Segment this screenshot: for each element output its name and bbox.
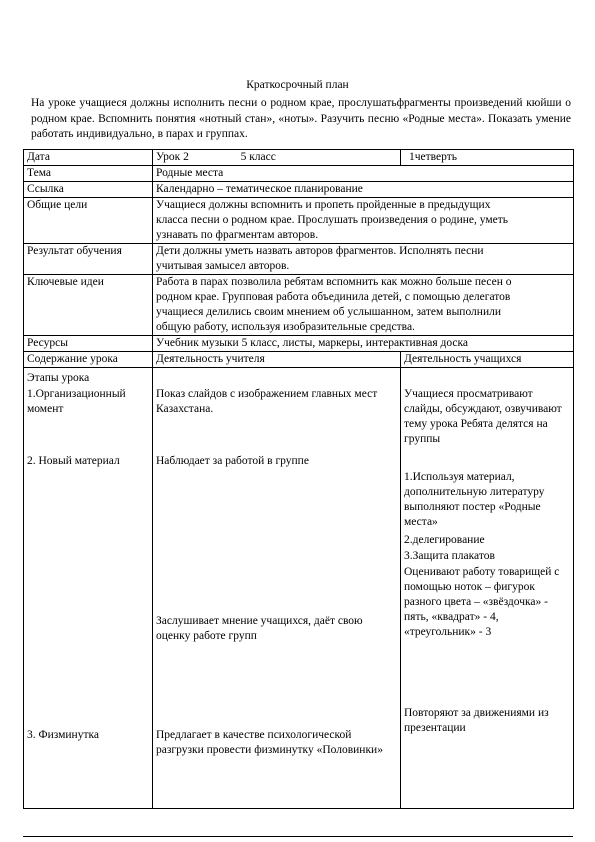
row-reference — [24, 182, 574, 198]
student-activity-2: 1.Используя материал, дополнительную литературу выполняют постер «Родные места» — [404, 471, 545, 528]
header-teacher: Деятельность учителя — [153, 352, 401, 368]
result-value: Дети должны уметь назвать авторов фрагментов. Исполнять песни учитывая замысел авторов. — [153, 244, 574, 275]
resources-value: Учебник музыки 5 класс, листы, маркеры, интерактивная доска — [153, 336, 574, 352]
student-activity-6: Повторяют за движениями из презентации — [404, 707, 549, 734]
row-date — [24, 150, 574, 166]
teacher-activity-2: Наблюдает за работой в группе — [156, 455, 309, 467]
teacher-activity-3: Заслушивает мнение учащихся, даёт свою оценку работе групп — [156, 615, 363, 642]
goals-label: Общие цели — [24, 198, 153, 244]
date-label: Дата — [24, 150, 153, 166]
stage-1: 1.Организационный момент — [27, 388, 126, 415]
students-column — [401, 368, 574, 809]
stages-title: Этапы урока — [27, 372, 90, 384]
row-headers — [24, 352, 574, 368]
row-resources — [24, 336, 574, 352]
lesson-number: Урок 2 — [156, 151, 189, 163]
teacher-activity-1: Показ слайдов с изображением главных мест Казахстана. — [156, 388, 378, 415]
student-activity-3: 2.делегирование — [404, 534, 485, 546]
row-stages — [24, 368, 574, 809]
topic-label: Тема — [24, 166, 153, 182]
key-ideas-value: Работа в парах позволила ребятам вспомнить как можно больше песен о родном крае. Групповая работа объединила детей, с помощью делегатов учащиеся делились своим мнением об услышанном, затем выполнили общую работу, используя изобразительные средства. — [153, 275, 574, 336]
reference-label: Ссылка — [24, 182, 153, 198]
topic-value: Родные места — [153, 166, 574, 182]
intro-paragraph: На уроке учащиеся должны исполнить песни о родном крае, прослушатьфрагменты произведений кюйши о родном крае. Вспомнить понятия «нотный стан», «ноты». Разучить песню «Родные места». Показать умение работать индивидуально, в парах и группах. — [31, 97, 571, 140]
document-title: Краткосрочный план — [246, 79, 349, 91]
goals-value: Учащиеся должны вспомнить и пропеть пройденные в предыдущих класса песни о родном крае. Прослушать произведения о родине, уметь узнавать по фрагментам авторов. — [153, 198, 574, 244]
student-activity-4: 3.Защита плакатов — [404, 550, 495, 562]
student-activity-1: Учащиеся просматривают слайды, обсуждают, озвучивают тему урока Ребята делятся на группы — [404, 388, 562, 445]
reference-value: Календарно – тематическое планирование — [153, 182, 574, 198]
header-content: Содержание урока — [24, 352, 153, 368]
student-activity-5: Оценивают работу товарищей с помощью ноток – фигурок разного цвета – «звёздочка» - пять, «квадрат» - 4, «треугольник» - 3 — [404, 566, 560, 638]
row-topic — [24, 166, 574, 182]
table-bottom-edge — [23, 836, 573, 837]
resources-label: Ресурсы — [24, 336, 153, 352]
row-goals — [24, 198, 574, 244]
teacher-activity-4: Предлагает в качестве психологической разгрузки провести физминутку «Половинки» — [156, 729, 383, 756]
teacher-column — [153, 368, 401, 809]
grade-value: 5 класс — [240, 151, 276, 163]
header-students: Деятельность учащихся — [401, 352, 574, 368]
stage-3: 3. Физминутка — [27, 729, 99, 741]
lesson-grade-cell — [153, 150, 401, 166]
row-result — [24, 244, 574, 275]
lesson-plan-table — [23, 149, 574, 809]
stages-column — [24, 368, 153, 809]
result-label: Результат обучения — [24, 244, 153, 275]
key-ideas-label: Ключевые идеи — [24, 275, 153, 336]
row-key-ideas — [24, 275, 574, 336]
stage-2: 2. Новый материал — [27, 455, 120, 467]
quarter-value: 1четверть — [401, 150, 574, 166]
